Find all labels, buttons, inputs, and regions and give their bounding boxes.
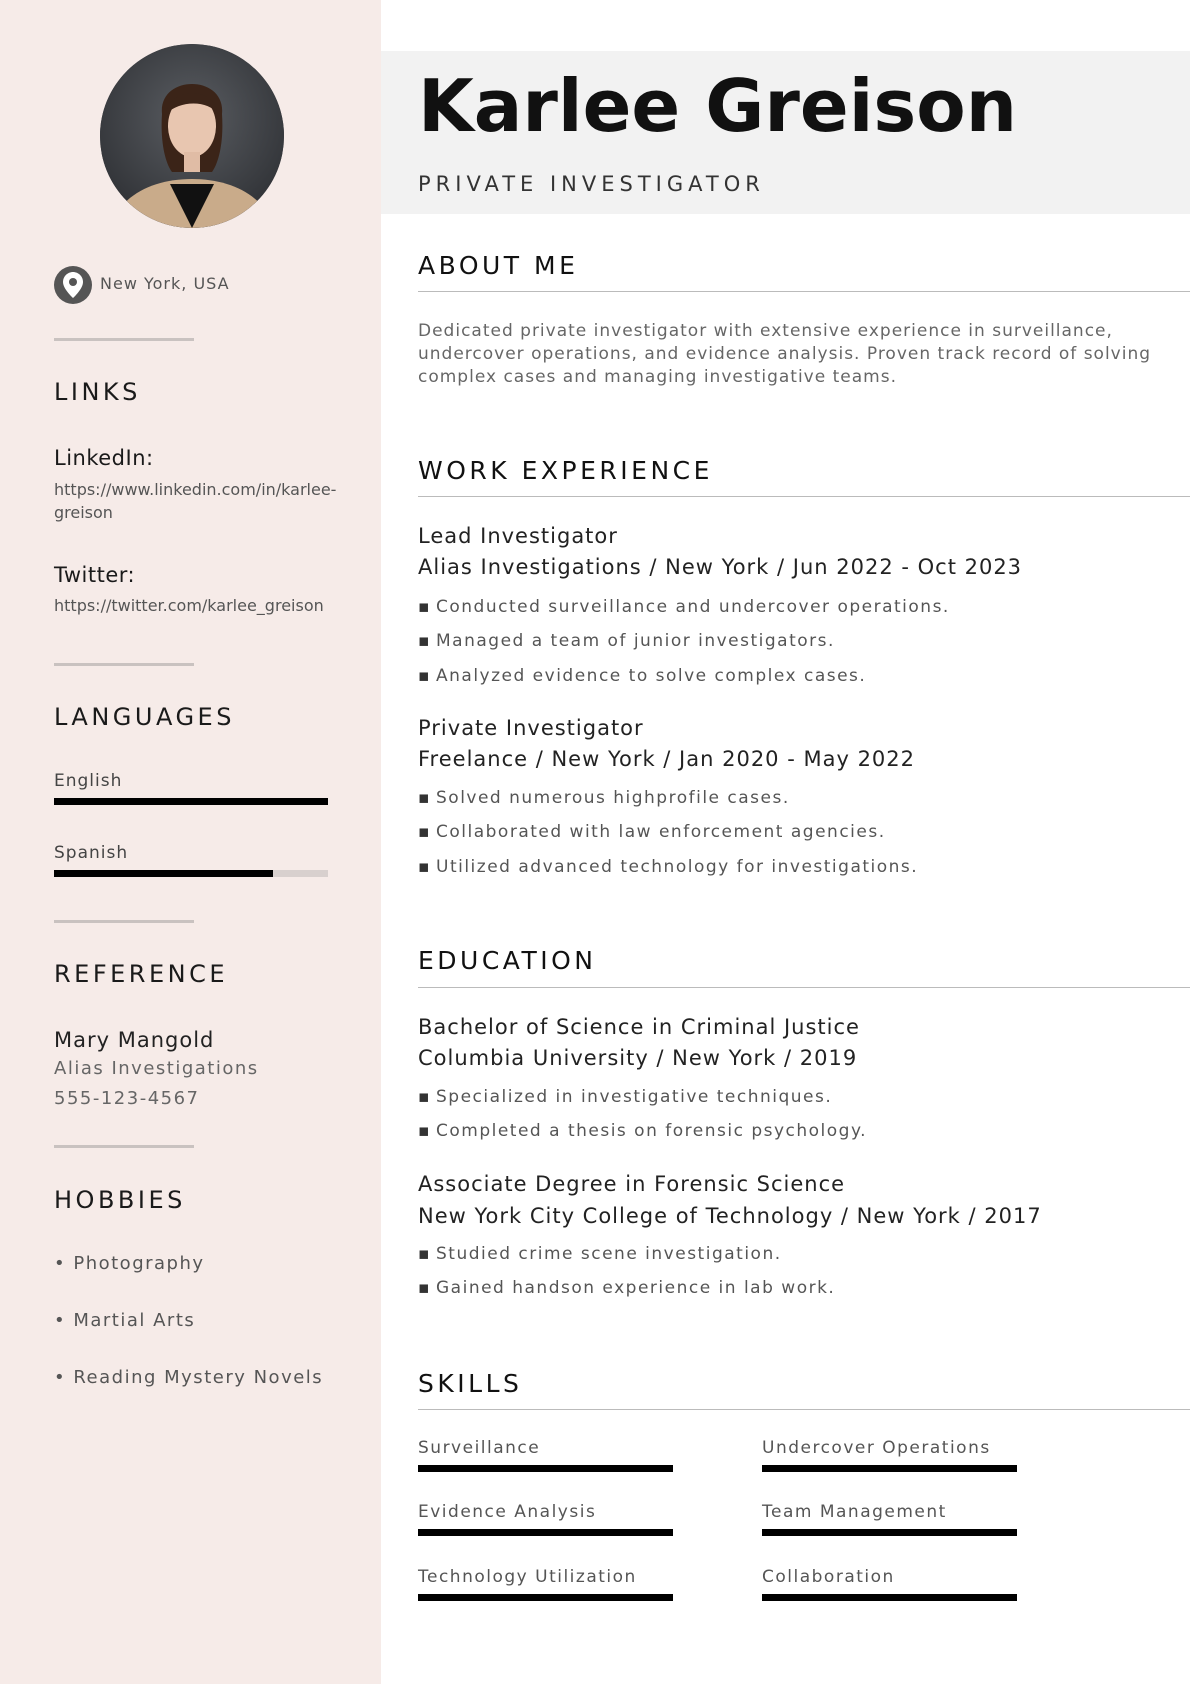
skill-bar: [418, 1465, 673, 1472]
hobby-item: • Martial Arts: [54, 1310, 196, 1331]
twitter-link[interactable]: https://twitter.com/karlee_greison: [54, 596, 324, 615]
reference-company: Alias Investigations: [54, 1058, 259, 1079]
education-entry-title: Bachelor of Science in Criminal Justice: [418, 1015, 860, 1039]
skill-name: Technology Utilization: [418, 1567, 637, 1587]
job-bullet: ▪ Collaborated with law enforcement agencies.: [418, 822, 886, 842]
job-title: PRIVATE INVESTIGATOR: [418, 172, 765, 196]
education-entry-details: New York City College of Technology / New York / 2017: [418, 1204, 1042, 1228]
skill-bar: [418, 1529, 673, 1536]
language-level-fill: [54, 798, 328, 805]
skill-name: Collaboration: [762, 1567, 895, 1587]
reference-heading: REFERENCE: [54, 960, 229, 988]
skill-bar: [762, 1594, 1017, 1601]
job-bullet: ▪ Managed a team of junior investigators.: [418, 631, 835, 651]
profile-photo: [100, 44, 284, 228]
hobby-item: • Photography: [54, 1253, 205, 1274]
education-bullet: ▪ Completed a thesis on forensic psychology.: [418, 1121, 868, 1141]
job-bullet: ▪ Utilized advanced technology for investigations.: [418, 857, 919, 877]
divider: [54, 338, 194, 341]
education-entry-details: Columbia University / New York / 2019: [418, 1046, 858, 1070]
job-entry-title: Lead Investigator: [418, 524, 618, 548]
divider: [54, 1145, 194, 1148]
linkedin-label: LinkedIn:: [54, 446, 154, 470]
job-entry-details: Alias Investigations / New York / Jun 2022 - Oct 2023: [418, 555, 1023, 579]
language-level-fill: [54, 870, 273, 877]
about-heading: ABOUT ME: [418, 251, 579, 280]
skill-name: Surveillance: [418, 1438, 541, 1458]
skill-bar: [762, 1465, 1017, 1472]
skill-bar: [762, 1529, 1017, 1536]
section-rule: [418, 291, 1190, 292]
location-text: New York, USA: [100, 274, 230, 293]
work-heading: WORK EXPERIENCE: [418, 456, 713, 485]
language-level-bar: [54, 870, 328, 877]
hobby-item: • Reading Mystery Novels: [54, 1367, 324, 1388]
languages-heading: LANGUAGES: [54, 703, 235, 731]
divider: [54, 663, 194, 666]
language-name: Spanish: [54, 843, 129, 863]
reference-name: Mary Mangold: [54, 1028, 215, 1052]
language-level-bar: [54, 798, 328, 805]
divider: [54, 920, 194, 923]
job-entry-title: Private Investigator: [418, 716, 644, 740]
linkedin-link[interactable]: https://www.linkedin.com/in/karlee-greison: [54, 480, 337, 522]
education-bullet: ▪ Specialized in investigative techniques.: [418, 1087, 833, 1107]
section-rule: [418, 987, 1190, 988]
hobbies-heading: HOBBIES: [54, 1186, 186, 1214]
job-bullet: ▪ Solved numerous highprofile cases.: [418, 788, 790, 808]
reference-phone: 555-123-4567: [54, 1088, 200, 1109]
job-entry-details: Freelance / New York / Jan 2020 - May 2022: [418, 747, 916, 771]
language-name: English: [54, 771, 123, 791]
job-bullet: ▪ Analyzed evidence to solve complex cases.: [418, 666, 867, 686]
map-pin-icon: [54, 266, 92, 304]
education-bullet: ▪ Gained handson experience in lab work.: [418, 1278, 836, 1298]
job-bullet: ▪ Conducted surveillance and undercover operations.: [418, 597, 950, 617]
education-bullet: ▪ Studied crime scene investigation.: [418, 1244, 782, 1264]
skills-heading: SKILLS: [418, 1369, 523, 1398]
skill-name: Evidence Analysis: [418, 1502, 597, 1522]
sidebar: [0, 0, 381, 1684]
about-text: Dedicated private investigator with extensive experience in surveillance, undercover operations, and evidence analysis. Proven track record of solving complex cases and managing investigative teams.: [418, 321, 1152, 387]
skill-name: Team Management: [762, 1502, 947, 1522]
education-entry-title: Associate Degree in Forensic Science: [418, 1172, 846, 1196]
section-rule: [418, 496, 1190, 497]
education-heading: EDUCATION: [418, 946, 597, 975]
skill-bar: [418, 1594, 673, 1601]
links-heading: LINKS: [54, 378, 141, 406]
skill-name: Undercover Operations: [762, 1438, 991, 1458]
candidate-name: Karlee Greison: [418, 64, 1017, 148]
twitter-label: Twitter:: [54, 563, 136, 587]
section-rule: [418, 1409, 1190, 1410]
